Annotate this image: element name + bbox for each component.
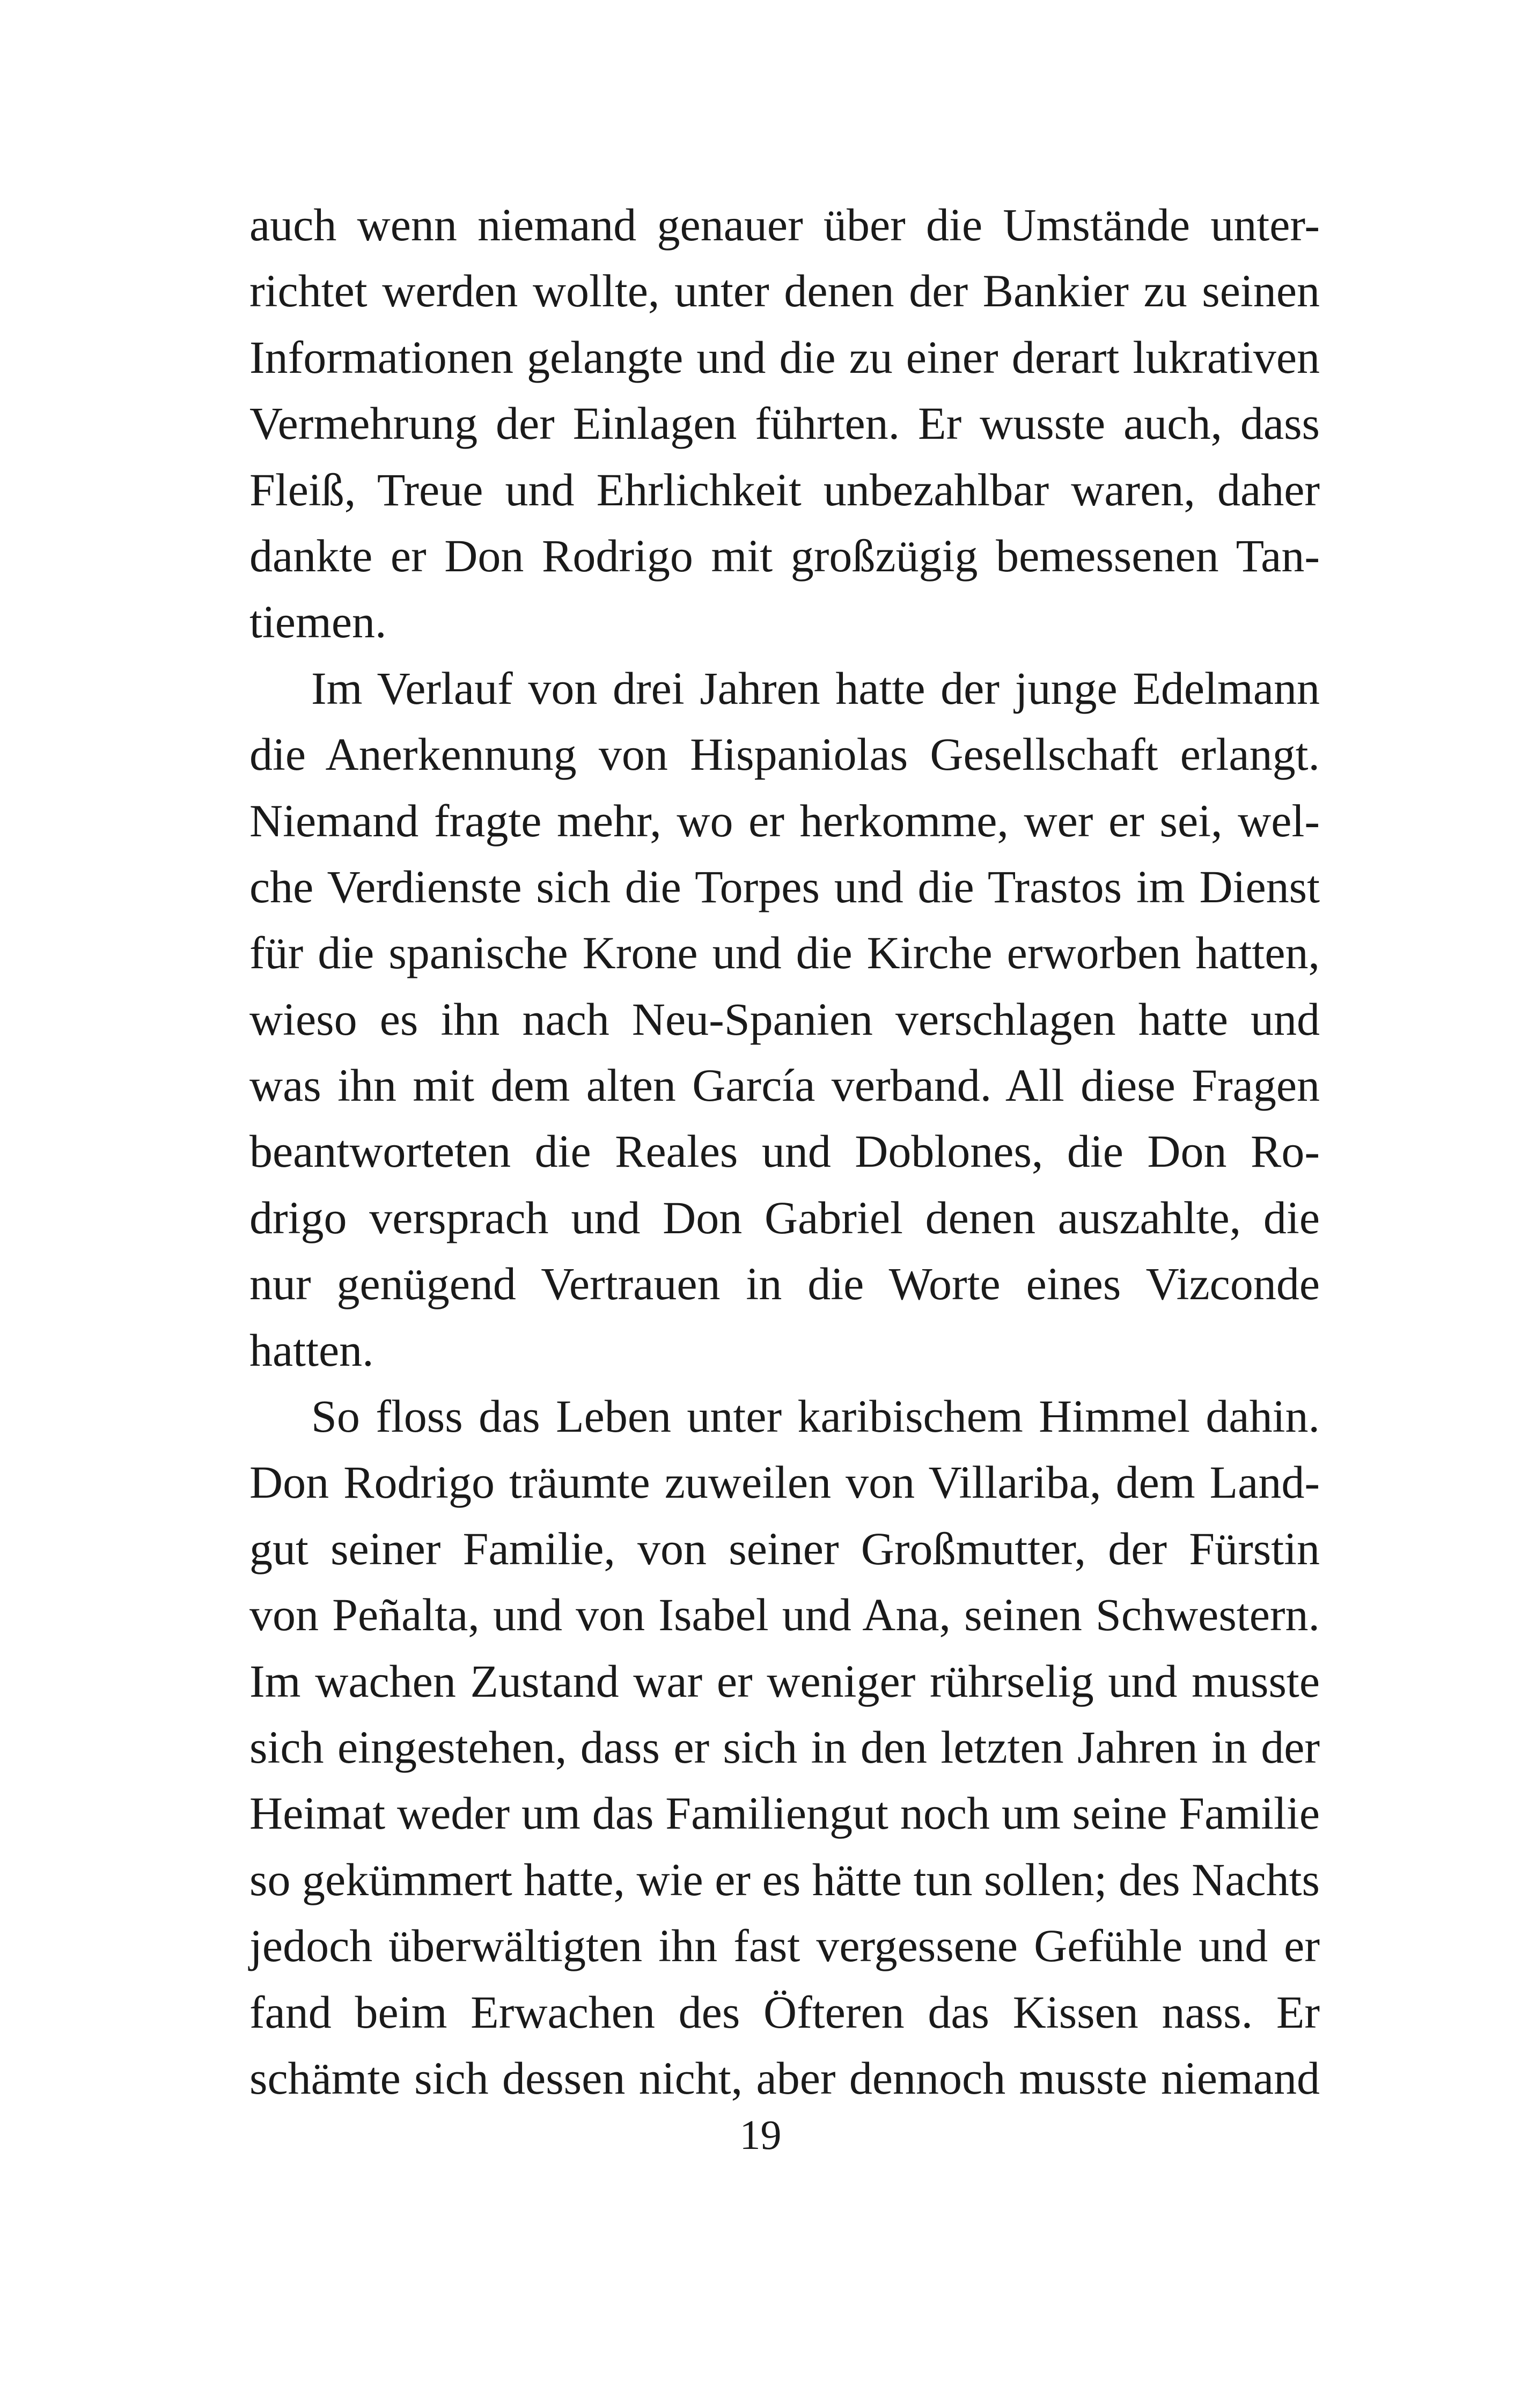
text-line: wieso es ihn nach Neu-Spanien verschlagen hatte und <box>249 993 1320 1045</box>
text-line: fand beim Erwachen des Öfteren das Kissen nass. Er <box>249 1986 1320 2038</box>
text-line: Don Rodrigo träumte zuweilen von Villariba, dem Land- <box>249 1456 1320 1508</box>
text-line: drigo versprach und Don Gabriel denen auszahlte, die <box>249 1191 1320 1243</box>
text-line: Heimat weder um das Familiengut noch um seine Familie <box>249 1787 1320 1839</box>
text-line: die Anerkennung von Hispaniolas Gesellschaft erlangt. <box>249 728 1320 780</box>
text-line: dankte er Don Rodrigo mit großzügig bemessenen Tan- <box>249 529 1320 581</box>
text-line: schämte sich dessen nicht, aber dennoch musste niemand <box>249 2052 1320 2104</box>
page-number: 19 <box>739 2111 782 2158</box>
text-line: Im Verlauf von drei Jahren hatte der junge Edelmann <box>311 662 1320 714</box>
paragraph <box>249 1383 1320 2111</box>
paragraph <box>249 192 1320 656</box>
text-line: gut seiner Familie, von seiner Großmutter, der Fürstin <box>249 1522 1320 1574</box>
text-line: So floss das Leben unter karibischem Himmel dahin. <box>311 1390 1320 1442</box>
text-line: auch wenn niemand genauer über die Umstände unter- <box>249 199 1320 251</box>
text-line: tiemen. <box>249 596 387 648</box>
body-text <box>249 192 1320 2111</box>
text-line: was ihn mit dem alten García verband. All diese Fragen <box>249 1059 1320 1111</box>
text-line: Fleiß, Treue und Ehrlichkeit unbezahlbar waren, daher <box>249 463 1320 516</box>
text-line: beantworteten die Reales und Doblones, die Don Ro- <box>249 1125 1320 1177</box>
text-line: Niemand fragte mehr, wo er herkomme, wer er sei, wel- <box>249 794 1320 846</box>
text-line: so gekümmert hatte, wie er es hätte tun sollen; des Nachts <box>249 1853 1320 1905</box>
text-line: Im wachen Zustand war er weniger rührselig und musste <box>249 1655 1320 1707</box>
text-line: Vermehrung der Einlagen führten. Er wusste auch, dass <box>249 397 1320 450</box>
text-line: che Verdienste sich die Torpes und die Trastos im Dienst <box>249 860 1320 912</box>
paragraph <box>249 656 1320 1383</box>
text-line: sich eingestehen, dass er sich in den letzten Jahren in der <box>249 1721 1320 1773</box>
text-line: jedoch überwältigten ihn fast vergessene Gefühle und er <box>249 1920 1320 1972</box>
text-line: Informationen gelangte und die zu einer derart lukrativen <box>249 331 1320 383</box>
text-line: hatten. <box>249 1324 374 1376</box>
text-line: richtet werden wollte, unter denen der Bankier zu seinen <box>249 265 1320 317</box>
text-line: für die spanische Krone und die Kirche erworben hatten, <box>249 927 1320 979</box>
text-line: nur genügend Vertrauen in die Worte eines Vizconde <box>249 1258 1320 1310</box>
text-line: von Peñalta, und von Isabel und Ana, seinen Schwestern. <box>249 1589 1320 1641</box>
